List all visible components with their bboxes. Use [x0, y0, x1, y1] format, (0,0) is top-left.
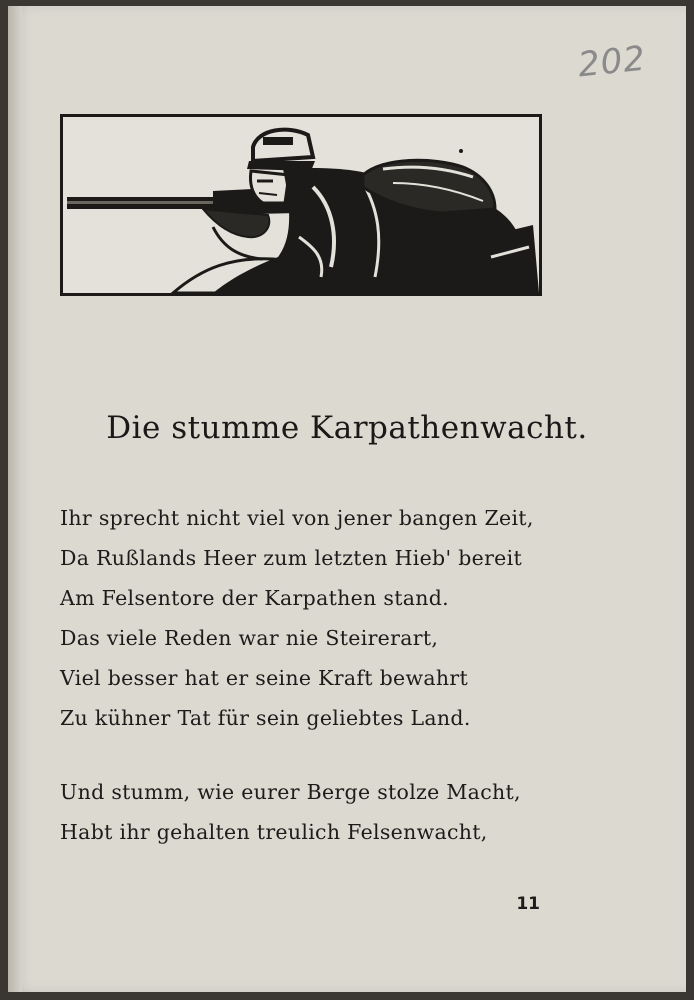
soldier-aiming-rifle-icon [60, 114, 542, 296]
poem-line: Da Rußlands Heer zum letzten Hieb' bereit [60, 546, 522, 570]
poem-line: Das viele Reden war nie Steirerart, [60, 626, 439, 650]
poem-stanza-2 [60, 772, 521, 852]
poem-title: Die stumme Karpathenwacht. [106, 410, 588, 446]
poem-line: Ihr sprecht nicht viel von jener bangen Zeit, [60, 506, 534, 530]
poem-line: Viel besser hat er seine Kraft bewahrt [60, 666, 468, 690]
poem-line: Habt ihr gehalten treulich Felsenwacht, [60, 820, 488, 844]
book-spine-shadow [8, 6, 22, 992]
poem-stanza-1 [60, 498, 534, 738]
poem-line: Zu kühner Tat für sein geliebtes Land. [60, 706, 471, 730]
handwritten-archive-number: 202 [576, 38, 648, 86]
poem-line: Und stumm, wie eurer Berge stolze Macht, [60, 780, 521, 804]
book-page [8, 6, 686, 992]
woodcut-illustration [63, 117, 539, 293]
page-number: 11 [516, 894, 540, 914]
poem-line: Am Felsentore der Karpathen stand. [60, 586, 449, 610]
